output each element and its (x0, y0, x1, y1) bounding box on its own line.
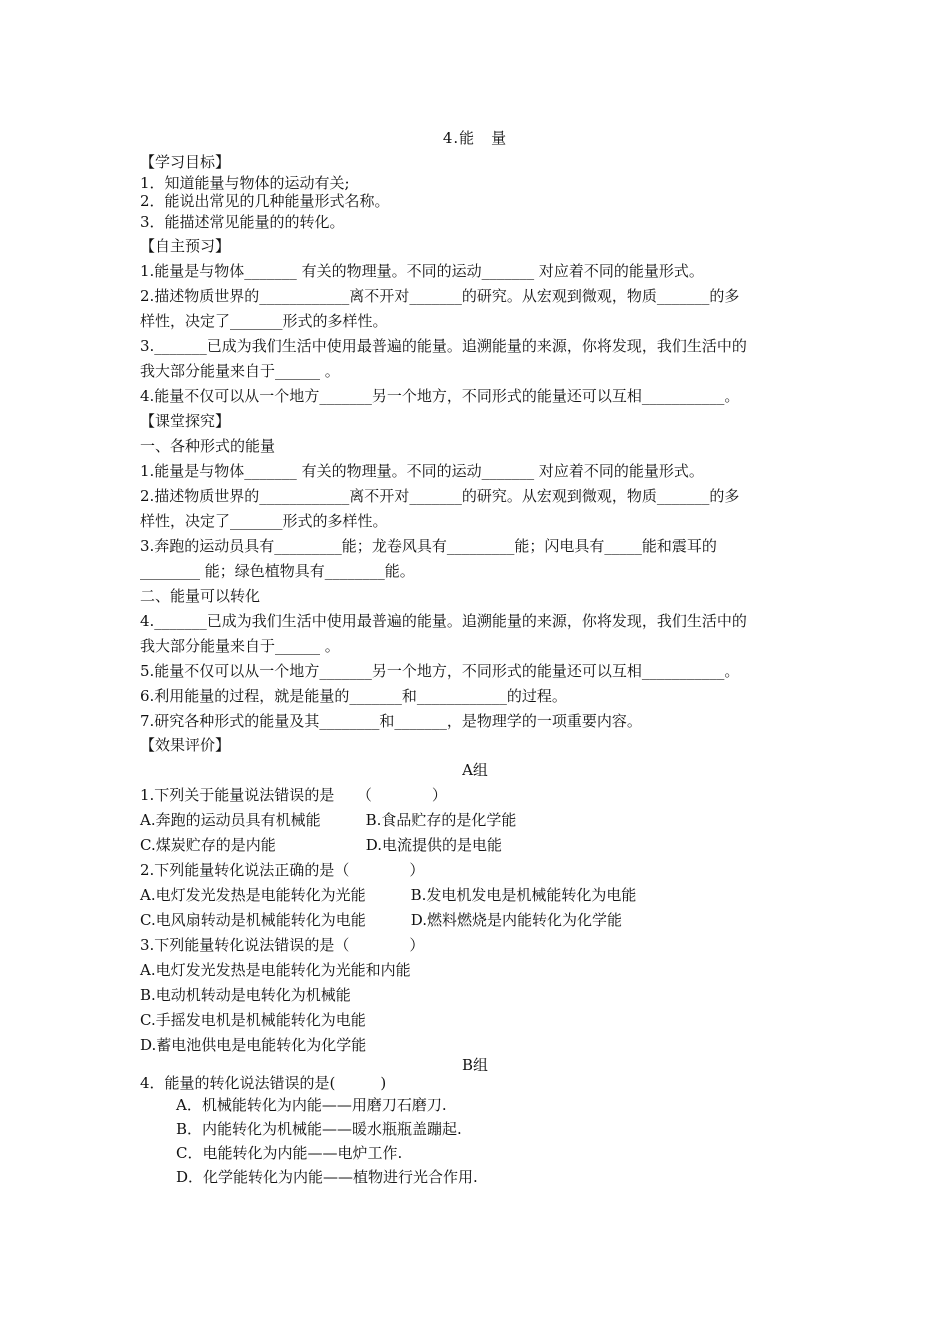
option-line: C．电能转化为内能——电炉工作. (176, 1144, 403, 1162)
option-line: A.奔跑的运动员具有机械能 B.食品贮存的是化学能 (140, 811, 517, 829)
preview-line: 3._______已成为我们生活中使用最普遍的能量。追溯能量的来源，你将发现，我们生活中的 (140, 337, 747, 355)
page-title: 4.能 量 (442, 129, 508, 147)
option-line: A.电灯发光发热是电能转化为光能 B.发电机发电是机械能转化为电能 (140, 886, 637, 904)
option-line: C.手摇发电机是机械能转化为电能 (140, 1011, 366, 1029)
section-header-goals: 【学习目标】 (140, 153, 231, 171)
preview-line: 1.能量是与物体_______ 有关的物理量。不同的运动_______ 对应着不同的能量形式。 (140, 262, 704, 280)
preview-line: 4.能量不仅可以从一个地方_______另一个地方，不同形式的能量还可以互相___________。 (140, 387, 740, 405)
question-line: 1.下列关于能量说法错误的是 （ ） (140, 786, 447, 804)
option-line: B．内能转化为机械能——暖水瓶瓶盖蹦起. (176, 1120, 462, 1138)
goal-item: 2．能说出常见的几种能量形式名称。 (140, 192, 390, 210)
explore-line: ________ 能；绿色植物具有________能。 (140, 562, 415, 580)
section-header-eval: 【效果评价】 (140, 736, 231, 754)
option-line: D.蓄电池供电是电能转化为化学能 (140, 1036, 367, 1054)
section-header-preview: 【自主预习】 (140, 237, 231, 255)
explore-line: 7.研究各种形式的能量及其________和_______，是物理学的一项重要内容。 (140, 712, 642, 730)
explore-part2-title: 二、能量可以转化 (140, 587, 261, 605)
group-a-label: A组 (462, 761, 488, 779)
option-line: C.煤炭贮存的是内能 D.电流提供的是电能 (140, 836, 502, 854)
explore-line: 1.能量是与物体_______ 有关的物理量。不同的运动_______ 对应着不同的能量形式。 (140, 462, 704, 480)
preview-line: 2.描述物质世界的____________离不开对_______的研究。从宏观到微观，物质_______的多 (140, 287, 740, 305)
question-line: 3.下列能量转化说法错误的是（ ） (140, 936, 425, 954)
explore-line: 4._______已成为我们生活中使用最普遍的能量。追溯能量的来源，你将发现，我们生活中的 (140, 612, 747, 630)
explore-line: 5.能量不仅可以从一个地方_______另一个地方，不同形式的能量还可以互相___________。 (140, 662, 740, 680)
explore-line: 样性，决定了_______形式的多样性。 (140, 512, 388, 530)
goal-item: 1．知道能量与物体的运动有关; (140, 174, 350, 192)
explore-line: 3.奔跑的运动员具有_________能；龙卷风具有_________能；闪电具有_____能和震耳的 (140, 537, 717, 555)
question-line: 2.下列能量转化说法正确的是（ ） (140, 861, 425, 879)
preview-line: 样性，决定了_______形式的多样性。 (140, 312, 388, 330)
option-line: A．机械能转化为内能——用磨刀石磨刀. (176, 1096, 447, 1114)
option-line: D．化学能转化为内能——植物进行光合作用. (176, 1168, 478, 1186)
section-header-explore: 【课堂探究】 (140, 412, 231, 430)
explore-line: 6.利用能量的过程，就是能量的_______和____________的过程。 (140, 687, 567, 705)
goal-item: 3．能描述常见能量的的转化。 (140, 213, 345, 231)
preview-line: 我大部分能量来自于______ 。 (140, 362, 340, 380)
group-b-label: B组 (461, 1056, 489, 1074)
explore-line: 2.描述物质世界的____________离不开对_______的研究。从宏观到微观，物质_______的多 (140, 487, 740, 505)
option-line: B.电动机转动是电转化为机械能 (140, 986, 351, 1004)
option-line: C.电风扇转动是机械能转化为电能 D.燃料燃烧是内能转化为化学能 (140, 911, 622, 929)
explore-part1-title: 一、各种形式的能量 (140, 437, 276, 455)
option-line: A.电灯发光发热是电能转化为光能和内能 (140, 961, 411, 979)
question-line: 4．能量的转化说法错误的是( ) (140, 1074, 387, 1092)
explore-line: 我大部分能量来自于______ 。 (140, 637, 340, 655)
